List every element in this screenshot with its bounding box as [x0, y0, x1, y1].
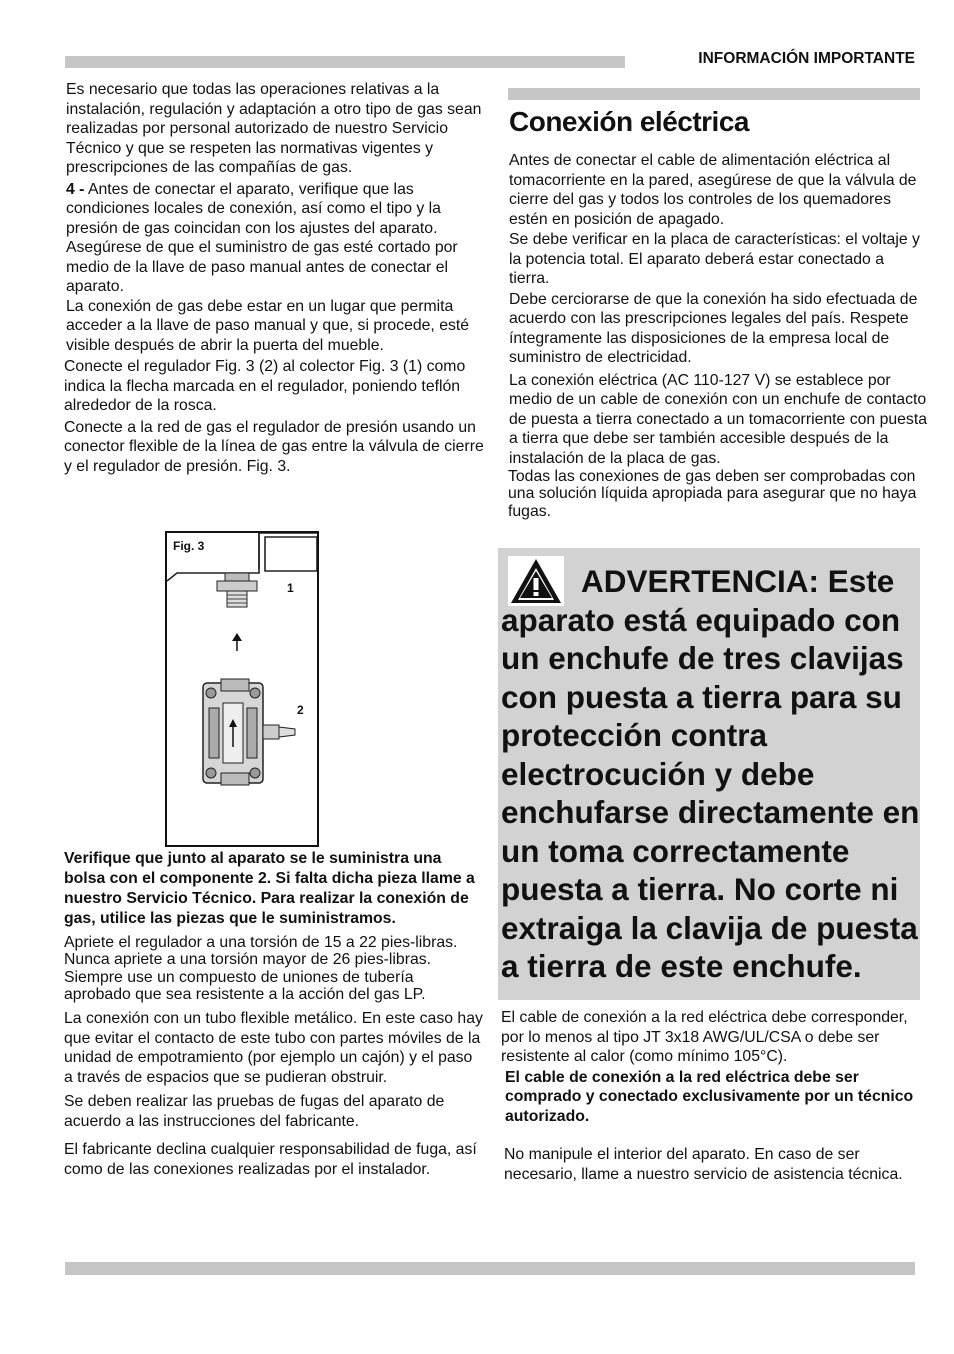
paragraph-gas-connection-location: La conexión de gas debe estar en un lugar que permita acceder a la llave de paso manual y que, si procede, esté visible después de abrir la puerta del mueble. — [66, 297, 470, 354]
paragraph-connect-regulator: Conecte el regulador Fig. 3 (2) al colector Fig. 3 (1) como indica la flecha marcada en el regulador, poniendo teflón alrededor de la rosca. — [64, 358, 466, 414]
paragraph-before-connecting: Antes de conectar el cable de alimentación eléctrica al tomacorriente en la pared, asegúrese de que la válvula de cierre del gas y todos los controles de los quemadores estén en posición de apagado. — [509, 152, 917, 228]
paragraph-electrical-connection: La conexión eléctrica (AC 110-127 V) se establece por medio de un cable de conexión con un enchufe de contacto de puesta a tierra conectado a un tomacorriente con puesta a tierra que debe ser también accesible después de la instalación de la placa de gas. — [509, 371, 928, 467]
paragraph-verify-conditions — [66, 180, 484, 239]
callout-2: 2 — [297, 703, 304, 717]
section-title: Conexión eléctrica — [509, 106, 749, 137]
warning-text — [501, 562, 921, 986]
figure-3 — [165, 531, 319, 847]
paragraph-do-not-manipulate: No manipule el interior del aparato. En caso de ser necesario, llame a nuestro servicio de asistencia técnica. — [504, 1146, 903, 1183]
right-column — [509, 151, 927, 521]
top-rule — [65, 56, 625, 68]
paragraph-legal-prescriptions: Debe cerciorarse de que la conexión ha sido efectuada de acuerdo con las prescripciones legales del país. Respete íntegramente las disposiciones de la empresa local de suministro de electricidad. — [509, 290, 918, 366]
paragraph-authorized-personnel: Es necesario que todas las operaciones relativas a la instalación, regulación y adaptación a otro tipo de gas sean realizadas por personal autorizado de nuestro Servicio Técnico y que se respeten las normativas vigentes y prescripciones de las compañías de gas. — [66, 81, 482, 176]
paragraph-flexible-tube: La conexión con un tubo flexible metálico. En este caso hay que evitar el contacto de este tubo con partes móviles de la unidad de empotramiento (por ejemplo un cajón) y el paso a través de espacios que se pudieran obstruir. — [64, 1010, 483, 1086]
paragraph-cable-type: El cable de conexión a la red eléctrica debe corresponder, por lo menos al tipo JT 3x18 AWG/UL/CSA o debe ser resistente al calor (como mínimo 105°C). — [501, 1009, 908, 1065]
right-column-lower — [501, 1008, 917, 1185]
section-header: INFORMACIÓN IMPORTANTE — [698, 50, 915, 67]
warning-message: ADVERTENCIA: Este aparato está equipado con un enchufe de tres clavijas con puesta a tierra para su protección contra electrocución y debe enchufarse directamente en un toma correctamente puesta a tierra. No corte ni extraiga la clavija de puesta a tierra de este enchufe. — [501, 563, 920, 984]
left-column — [66, 80, 484, 478]
callout-1: 1 — [287, 581, 294, 595]
bottom-rule — [65, 1262, 915, 1275]
left-column-lower — [64, 849, 484, 1181]
step-number: 4 - — [66, 180, 85, 198]
paragraph-rating-plate: Se debe verificar en la placa de características: el voltaje y la potencia total. El aparato deberá estar conectado a tierra. — [509, 231, 920, 287]
regulator-diagram — [167, 533, 317, 845]
paragraph-gas-supply-cut: Asegúrese de que el suministro de gas esté cortado por medio de la llave de paso manual antes de conectar el aparato. — [66, 239, 458, 295]
warning-box — [498, 548, 920, 1000]
paragraph-torque: Apriete el regulador a una torsión de 15 a 22 pies-libras. Nunca apriete a una torsión mayor de 26 pies-libras. Siempre use un compuesto de uniones de tubería aprobado que sea resistente a la acción del gas LP. — [64, 934, 458, 1003]
paragraph-leak-tests: Se deben realizar las pruebas de fugas del aparato de acuerdo a las instrucciones del fabricante. — [64, 1093, 445, 1130]
paragraph-cable-installation-notice: El cable de conexión a la red eléctrica debe ser comprado y conectado exclusivamente por un técnico autorizado. — [505, 1068, 914, 1125]
right-title-rule — [508, 88, 920, 100]
paragraph-verify-conditions-text: Antes de conectar el aparato, verifique que las condiciones locales de conexión, así como el tipo y la presión de gas coincidan con los ajustes del aparato. — [66, 180, 441, 237]
figure-label: Fig. 3 — [173, 539, 205, 553]
paragraph-component-bag-notice: Verifique que junto al aparato se le suministra una bolsa con el componente 2. Si falta dicha pieza llame a nuestro Servicio Técnico. Para realizar la conexión de gas, utilice las piezas que le suministramos. — [64, 850, 475, 927]
paragraph-manufacturer-disclaimer: El fabricante declina cualquier responsabilidad de fuga, así como de las conexiones realizadas por el instalador. — [64, 1141, 477, 1178]
paragraph-gas-connections-check: Todas las conexiones de gas deben ser comprobadas con una solución líquida apropiada para asegurar que no haya fugas. — [508, 468, 917, 520]
paragraph-connect-gas-network: Conecte a la red de gas el regulador de presión usando un conector flexible de la línea de gas entre la válvula de cierre y el regulador de presión. Fig. 3. — [64, 418, 484, 475]
